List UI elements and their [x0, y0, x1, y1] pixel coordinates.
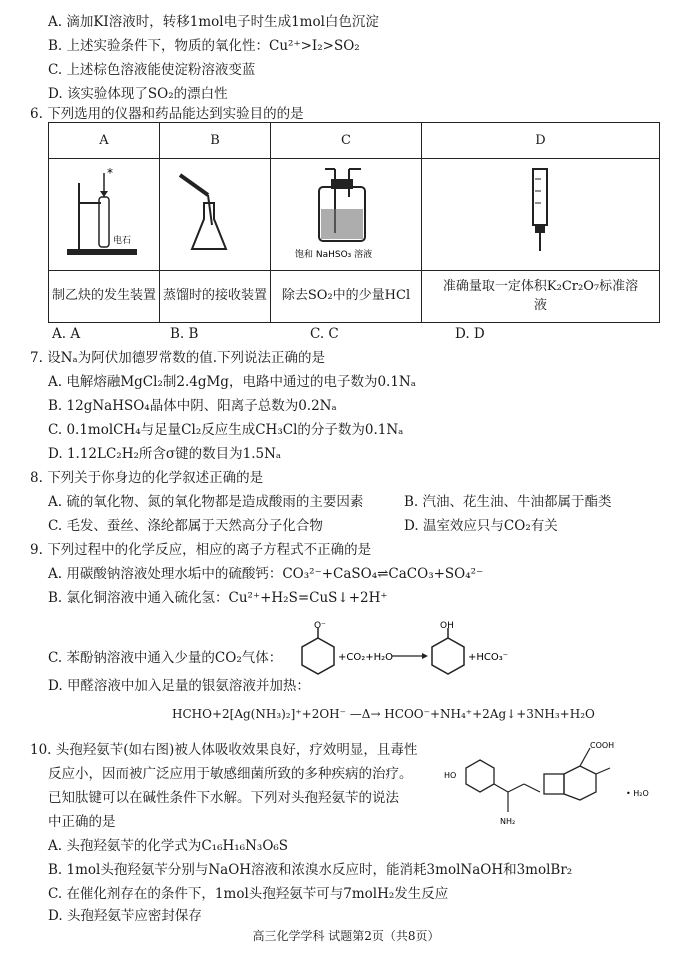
q6-caption-a: 制乙炔的发生装置	[49, 271, 160, 323]
q6-stem: 6. 下列选用的仪器和药品能达到实验目的的是	[30, 106, 304, 122]
distillation-receiver-drawing	[160, 163, 270, 263]
svg-text:OH: OH	[440, 621, 454, 631]
svg-text:+HCO₃⁻: +HCO₃⁻	[468, 652, 509, 663]
q10-stem-line-3: 已知肽键可以在碱性条件下水解。下列对头孢羟氨苄的说法	[48, 790, 399, 806]
gas-washing-bottle-drawing	[271, 163, 421, 263]
q6-header-a: A	[49, 123, 160, 159]
q6-caption-b: 蒸馏时的接收装置	[160, 271, 271, 323]
q6-header-d: D	[422, 123, 660, 159]
q8-option-a: A. 硫的氧化物、氮的氧化物都是造成酸雨的主要因素	[48, 494, 364, 510]
burette-drawing	[501, 163, 581, 263]
q9-option-b: B. 氯化铜溶液中通入硫化氢：Cu²⁺+H₂S=CuS↓+2H⁺	[48, 590, 388, 606]
q10-stem-line-4: 中正确的是	[48, 814, 116, 830]
q10-option-b: B. 1mol头孢羟氨苄分别与NaOH溶液和浓溴水反应时，能消耗3molNaOH和3molBr₂	[48, 862, 573, 878]
q6-header-c: C	[271, 123, 422, 159]
q6-answer-d: D. D	[455, 326, 485, 342]
q5-option-b: B. 上述实验条件下，物质的氧化性：Cu²⁺>I₂>SO₂	[48, 38, 360, 54]
q7-option-a: A. 电解熔融MgCl₂制2.4gMg，电路中通过的电子数为0.1Nₐ	[48, 374, 416, 390]
svg-text:*: *	[107, 166, 113, 180]
svg-text:+CO₂+H₂O: +CO₂+H₂O	[338, 652, 394, 663]
svg-text:COOH: COOH	[590, 741, 615, 750]
q8-option-b: B. 汽油、花生油、牛油都属于酯类	[404, 494, 612, 510]
svg-text:NH₂: NH₂	[500, 817, 516, 826]
q10-stem-line-2: 反应小，因而被广泛应用于敏感细菌所致的多种疾病的治疗。	[48, 766, 413, 782]
q6-answer-c: C. C	[310, 326, 339, 342]
q9-option-a: A. 用碳酸钠溶液处理水垢中的硫酸钙：CO₃²⁻+CaSO₄⇌CaCO₃+SO₄²⁻	[48, 566, 484, 582]
q10-option-a: A. 头孢羟氨苄的化学式为C₁₆H₁₆N₃O₆S	[48, 838, 289, 854]
q9-option-d-equation: HCHO+2[Ag(NH₃)₂]⁺+2OH⁻ —Δ→ HCOO⁻+NH₄⁺+2Ag↓+3NH₃+H₂O	[172, 707, 595, 721]
svg-text:电石: 电石	[113, 236, 132, 246]
q7-stem: 7. 设Nₐ为阿伏加德罗常数的值.下列说法正确的是	[30, 350, 325, 366]
phenoxide-reaction-drawing	[296, 620, 556, 676]
q5-option-a: A. 滴加KI溶液时，转移1mol电子时生成1mol白色沉淀	[48, 14, 379, 30]
q7-option-b: B. 12gNaHSO₄晶体中阴、阳离子总数为0.2Nₐ	[48, 398, 337, 414]
q10-stem-line-1: 10. 头孢羟氨苄(如右图)被人体吸收效果良好，疗效明显，且毒性	[30, 742, 418, 758]
cefadroxil-structure-drawing	[440, 734, 666, 834]
q6-image-d	[422, 159, 660, 271]
svg-text:饱和 NaHSO₃ 溶液: 饱和 NaHSO₃ 溶液	[295, 250, 373, 260]
q10-option-d: D. 头孢羟氨苄应密封保存	[48, 908, 202, 924]
q10-option-c: C. 在催化剂存在的条件下，1mol头孢羟氨苄可与7molH₂发生反应	[48, 886, 449, 902]
svg-text:O⁻: O⁻	[314, 621, 326, 631]
q6-image-c	[271, 159, 422, 271]
q7-option-d: D. 1.12LC₂H₂所含σ键的数目为1.5Nₐ	[48, 446, 282, 462]
q6-image-b	[160, 159, 271, 271]
q6-answer-a: A. A	[52, 326, 81, 342]
q9-stem: 9. 下列过程中的化学反应，相应的离子方程式不正确的是	[30, 542, 372, 558]
q6-answer-b: B. B	[170, 326, 199, 342]
page-footer: 高三化学学科 试题第2页（共8页）	[252, 929, 440, 943]
q7-option-c: C. 0.1molCH₄与足量Cl₂反应生成CH₃Cl的分子数为0.1Nₐ	[48, 422, 404, 438]
q8-option-d: D. 温室效应只与CO₂有关	[404, 518, 558, 534]
q6-image-a	[49, 159, 160, 271]
q6-caption-d: 准确量取一定体积K₂Cr₂O₇标准溶液	[422, 271, 660, 323]
q5-option-c: C. 上述棕色溶液能使淀粉溶液变蓝	[48, 62, 256, 78]
q9-option-c: C. 苯酚钠溶液中通入少量的CO₂气体：	[48, 650, 283, 666]
acetylene-apparatus-drawing	[49, 163, 159, 263]
q5-option-d: D. 该实验体现了SO₂的漂白性	[48, 86, 228, 102]
q8-option-c: C. 毛发、蚕丝、涤纶都属于天然高分子化合物	[48, 518, 323, 534]
svg-text:HO: HO	[444, 771, 457, 780]
q9-option-d: D. 甲醛溶液中加入足量的银氨溶液并加热：	[48, 678, 310, 694]
q6-header-b: B	[160, 123, 271, 159]
q6-apparatus-table	[48, 122, 660, 323]
q6-caption-c: 除去SO₂中的少量HCl	[271, 271, 422, 323]
q8-stem: 8. 下列关于你身边的化学叙述正确的是	[30, 470, 264, 486]
svg-text:• H₂O: • H₂O	[626, 789, 649, 798]
